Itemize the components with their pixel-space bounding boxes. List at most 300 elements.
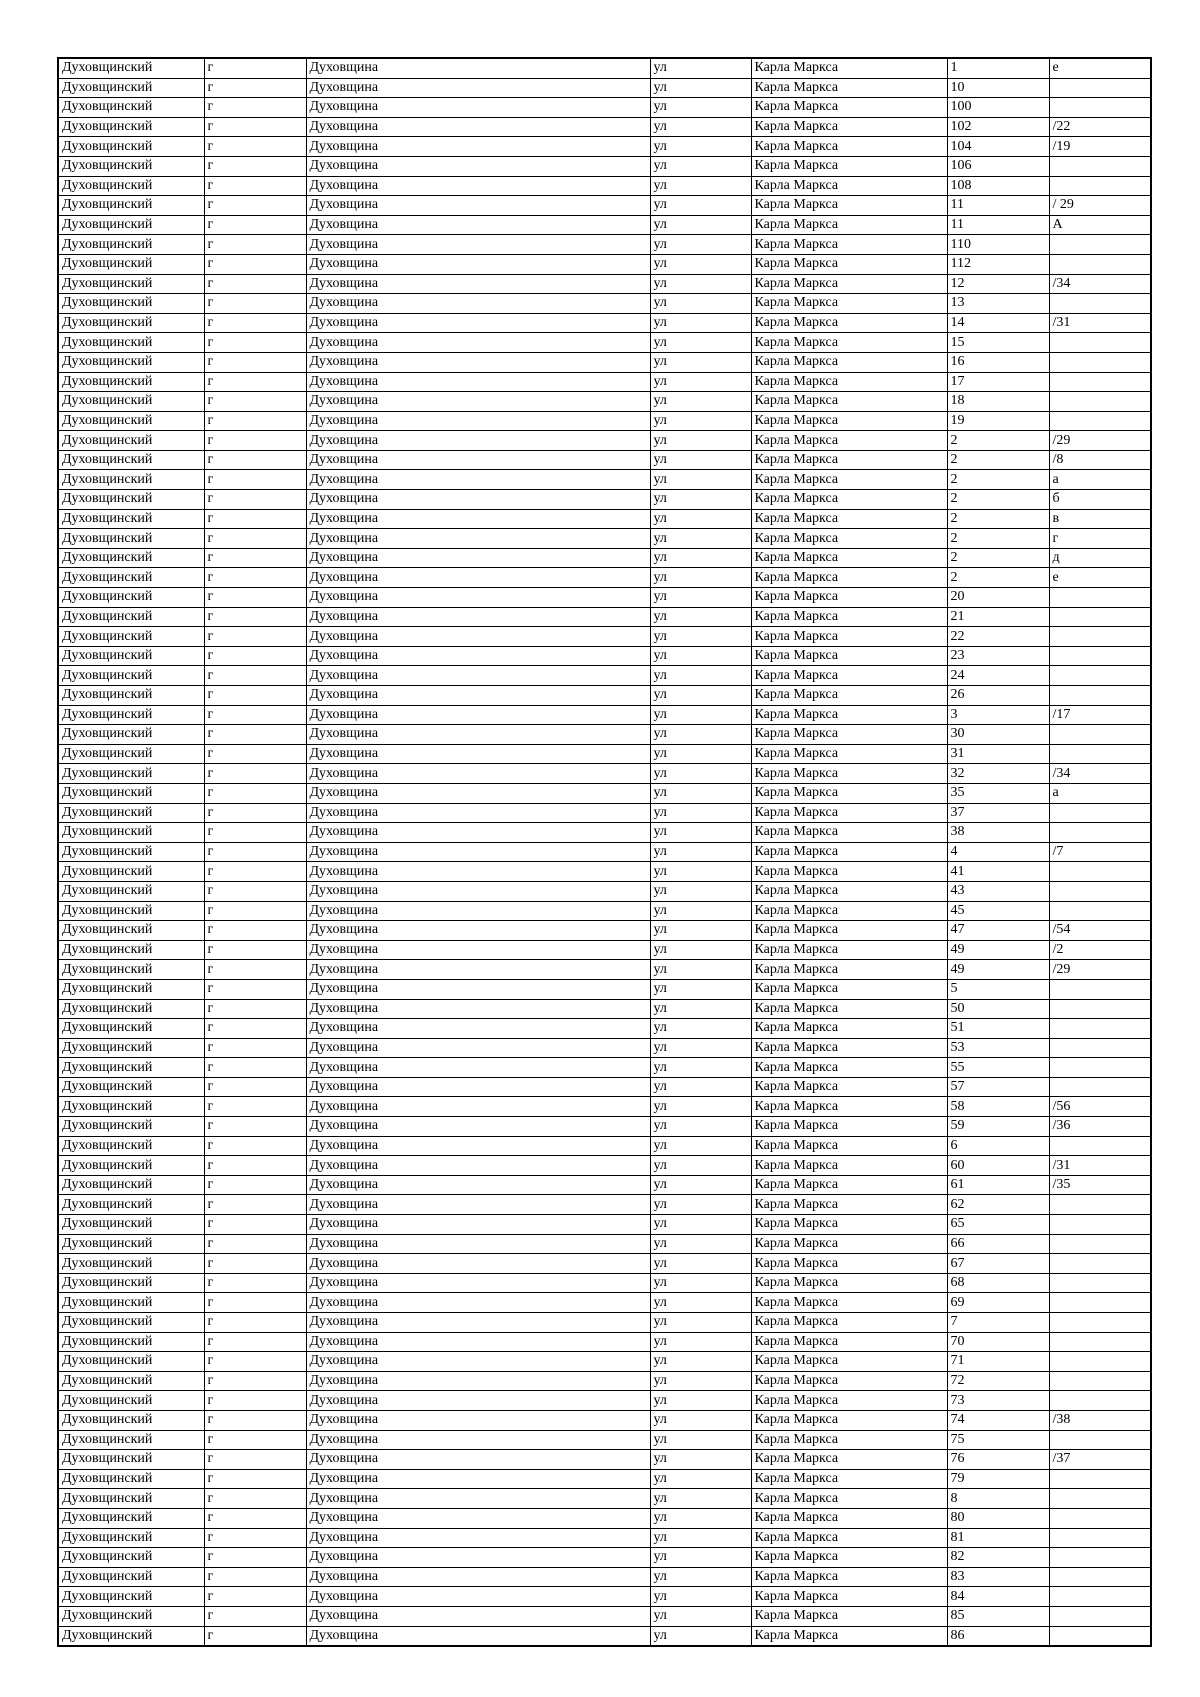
table-row: [58, 411, 1151, 431]
district-cell: Духовщинский: [58, 881, 204, 901]
street-cell: Карла Маркса: [751, 1313, 947, 1333]
district-cell: Духовщинский: [58, 607, 204, 627]
house-number-cell: 43: [947, 881, 1049, 901]
settlement-type-cell: г: [204, 725, 306, 745]
settlement-type-cell: г: [204, 940, 306, 960]
house-suffix-cell: [1049, 333, 1151, 353]
district-cell: Духовщинский: [58, 1626, 204, 1646]
house-suffix-cell: [1049, 1528, 1151, 1548]
district-cell: Духовщинский: [58, 901, 204, 921]
district-cell: Духовщинский: [58, 940, 204, 960]
settlement-type-cell: г: [204, 764, 306, 784]
street-cell: Карла Маркса: [751, 666, 947, 686]
settlement-type-cell: г: [204, 392, 306, 412]
table-row: [58, 1175, 1151, 1195]
house-suffix-cell: [1049, 686, 1151, 706]
district-cell: Духовщинский: [58, 823, 204, 843]
street-cell: Карла Маркса: [751, 372, 947, 392]
settlement-type-cell: г: [204, 1077, 306, 1097]
house-suffix-cell: [1049, 881, 1151, 901]
table-row: [58, 1117, 1151, 1137]
settlement-cell: Духовщина: [306, 450, 650, 470]
settlement-type-cell: г: [204, 1567, 306, 1587]
settlement-cell: Духовщина: [306, 235, 650, 255]
street-cell: Карла Маркса: [751, 1175, 947, 1195]
house-suffix-cell: [1049, 1254, 1151, 1274]
street-cell: Карла Маркса: [751, 783, 947, 803]
street-type-cell: ул: [650, 1019, 751, 1039]
street-type-cell: ул: [650, 1273, 751, 1293]
district-cell: Духовщинский: [58, 1567, 204, 1587]
street-type-cell: ул: [650, 294, 751, 314]
settlement-cell: Духовщина: [306, 117, 650, 137]
settlement-type-cell: г: [204, 1528, 306, 1548]
street-type-cell: ул: [650, 725, 751, 745]
settlement-type-cell: г: [204, 1293, 306, 1313]
house-suffix-cell: е: [1049, 58, 1151, 78]
street-type-cell: ул: [650, 1136, 751, 1156]
table-row: [58, 627, 1151, 647]
house-suffix-cell: [1049, 823, 1151, 843]
table-body: [58, 58, 1151, 1646]
district-cell: Духовщинский: [58, 1391, 204, 1411]
street-cell: Карла Маркса: [751, 607, 947, 627]
street-type-cell: ул: [650, 78, 751, 98]
table-row: [58, 313, 1151, 333]
settlement-type-cell: г: [204, 196, 306, 216]
district-cell: Духовщинский: [58, 137, 204, 157]
house-number-cell: 70: [947, 1332, 1049, 1352]
street-type-cell: ул: [650, 1117, 751, 1137]
table-row: [58, 764, 1151, 784]
street-type-cell: ул: [650, 588, 751, 608]
street-type-cell: ул: [650, 313, 751, 333]
street-cell: Карла Маркса: [751, 1273, 947, 1293]
street-cell: Карла Маркса: [751, 176, 947, 196]
settlement-type-cell: г: [204, 1136, 306, 1156]
street-type-cell: ул: [650, 1332, 751, 1352]
settlement-cell: Духовщина: [306, 705, 650, 725]
street-type-cell: ул: [650, 1313, 751, 1333]
street-type-cell: ул: [650, 411, 751, 431]
street-type-cell: ул: [650, 979, 751, 999]
street-cell: Карла Маркса: [751, 274, 947, 294]
house-suffix-cell: /7: [1049, 842, 1151, 862]
street-type-cell: ул: [650, 1077, 751, 1097]
house-suffix-cell: [1049, 1626, 1151, 1646]
settlement-type-cell: г: [204, 490, 306, 510]
district-cell: Духовщинский: [58, 333, 204, 353]
district-cell: Духовщинский: [58, 1528, 204, 1548]
settlement-type-cell: г: [204, 588, 306, 608]
settlement-type-cell: г: [204, 960, 306, 980]
house-number-cell: 2: [947, 470, 1049, 490]
street-type-cell: ул: [650, 1234, 751, 1254]
settlement-type-cell: г: [204, 431, 306, 451]
street-type-cell: ул: [650, 1450, 751, 1470]
house-number-cell: 67: [947, 1254, 1049, 1274]
house-number-cell: 49: [947, 960, 1049, 980]
settlement-cell: Духовщина: [306, 1234, 650, 1254]
house-suffix-cell: /29: [1049, 431, 1151, 451]
street-type-cell: ул: [650, 1293, 751, 1313]
street-cell: Карла Маркса: [751, 1450, 947, 1470]
house-number-cell: 81: [947, 1528, 1049, 1548]
house-number-cell: 49: [947, 940, 1049, 960]
street-cell: Карла Маркса: [751, 1215, 947, 1235]
street-cell: Карла Маркса: [751, 294, 947, 314]
street-type-cell: ул: [650, 960, 751, 980]
street-cell: Карла Маркса: [751, 999, 947, 1019]
house-suffix-cell: [1049, 1136, 1151, 1156]
house-number-cell: 45: [947, 901, 1049, 921]
house-suffix-cell: [1049, 1567, 1151, 1587]
house-number-cell: 72: [947, 1371, 1049, 1391]
table-row: [58, 156, 1151, 176]
house-suffix-cell: [1049, 588, 1151, 608]
settlement-cell: Духовщина: [306, 1450, 650, 1470]
street-cell: Карла Маркса: [751, 78, 947, 98]
house-suffix-cell: / 29: [1049, 196, 1151, 216]
table-row: [58, 1332, 1151, 1352]
street-type-cell: ул: [650, 1195, 751, 1215]
house-number-cell: 102: [947, 117, 1049, 137]
house-suffix-cell: /35: [1049, 1175, 1151, 1195]
table-row: [58, 1606, 1151, 1626]
settlement-type-cell: г: [204, 862, 306, 882]
house-number-cell: 85: [947, 1606, 1049, 1626]
house-suffix-cell: [1049, 1019, 1151, 1039]
settlement-type-cell: г: [204, 1587, 306, 1607]
house-suffix-cell: /34: [1049, 764, 1151, 784]
district-cell: Духовщинский: [58, 921, 204, 941]
street-type-cell: ул: [650, 352, 751, 372]
street-type-cell: ул: [650, 215, 751, 235]
street-cell: Карла Маркса: [751, 431, 947, 451]
street-type-cell: ул: [650, 999, 751, 1019]
house-number-cell: 50: [947, 999, 1049, 1019]
street-cell: Карла Маркса: [751, 1136, 947, 1156]
house-number-cell: 75: [947, 1430, 1049, 1450]
settlement-cell: Духовщина: [306, 1175, 650, 1195]
street-cell: Карла Маркса: [751, 1391, 947, 1411]
settlement-cell: Духовщина: [306, 862, 650, 882]
house-number-cell: 112: [947, 254, 1049, 274]
street-cell: Карла Маркса: [751, 588, 947, 608]
house-number-cell: 20: [947, 588, 1049, 608]
street-type-cell: ул: [650, 1567, 751, 1587]
table-row: [58, 803, 1151, 823]
district-cell: Духовщинский: [58, 1038, 204, 1058]
district-cell: Духовщинский: [58, 509, 204, 529]
house-number-cell: 47: [947, 921, 1049, 941]
settlement-cell: Духовщина: [306, 823, 650, 843]
house-number-cell: 2: [947, 431, 1049, 451]
street-cell: Карла Маркса: [751, 1117, 947, 1137]
street-type-cell: ул: [650, 1430, 751, 1450]
district-cell: Духовщинский: [58, 1254, 204, 1274]
street-cell: Карла Маркса: [751, 509, 947, 529]
settlement-cell: Духовщина: [306, 137, 650, 157]
settlement-type-cell: г: [204, 1626, 306, 1646]
settlement-type-cell: г: [204, 842, 306, 862]
house-number-cell: 38: [947, 823, 1049, 843]
table-row: [58, 783, 1151, 803]
table-row: [58, 352, 1151, 372]
house-number-cell: 57: [947, 1077, 1049, 1097]
table-row: [58, 490, 1151, 510]
settlement-type-cell: г: [204, 1234, 306, 1254]
street-type-cell: ул: [650, 901, 751, 921]
street-type-cell: ул: [650, 372, 751, 392]
settlement-cell: Духовщина: [306, 979, 650, 999]
house-number-cell: 58: [947, 1097, 1049, 1117]
house-suffix-cell: [1049, 1273, 1151, 1293]
settlement-type-cell: г: [204, 1273, 306, 1293]
street-cell: Карла Маркса: [751, 333, 947, 353]
settlement-cell: Духовщина: [306, 842, 650, 862]
house-number-cell: 104: [947, 137, 1049, 157]
street-cell: Карла Маркса: [751, 411, 947, 431]
street-cell: Карла Маркса: [751, 1626, 947, 1646]
table-row: [58, 862, 1151, 882]
street-type-cell: ул: [650, 58, 751, 78]
settlement-cell: Духовщина: [306, 98, 650, 118]
settlement-type-cell: г: [204, 274, 306, 294]
settlement-type-cell: г: [204, 1410, 306, 1430]
district-cell: Духовщинский: [58, 1195, 204, 1215]
street-type-cell: ул: [650, 1548, 751, 1568]
house-number-cell: 23: [947, 646, 1049, 666]
street-type-cell: ул: [650, 1156, 751, 1176]
table-row: [58, 1391, 1151, 1411]
street-cell: Карла Маркса: [751, 1606, 947, 1626]
house-suffix-cell: /8: [1049, 450, 1151, 470]
table-row: [58, 568, 1151, 588]
district-cell: Духовщинский: [58, 1489, 204, 1509]
house-suffix-cell: [1049, 725, 1151, 745]
street-cell: Карла Маркса: [751, 1528, 947, 1548]
house-suffix-cell: [1049, 294, 1151, 314]
house-suffix-cell: [1049, 744, 1151, 764]
house-suffix-cell: /37: [1049, 1450, 1151, 1470]
district-cell: Духовщинский: [58, 58, 204, 78]
house-suffix-cell: /29: [1049, 960, 1151, 980]
house-number-cell: 83: [947, 1567, 1049, 1587]
street-type-cell: ул: [650, 744, 751, 764]
house-number-cell: 2: [947, 548, 1049, 568]
settlement-type-cell: г: [204, 1313, 306, 1333]
settlement-type-cell: г: [204, 1195, 306, 1215]
house-suffix-cell: [1049, 254, 1151, 274]
district-cell: Духовщинский: [58, 862, 204, 882]
street-type-cell: ул: [650, 1489, 751, 1509]
settlement-type-cell: г: [204, 1430, 306, 1450]
table-row: [58, 137, 1151, 157]
table-row: [58, 450, 1151, 470]
settlement-cell: Духовщина: [306, 215, 650, 235]
street-cell: Карла Маркса: [751, 98, 947, 118]
district-cell: Духовщинский: [58, 156, 204, 176]
house-number-cell: 14: [947, 313, 1049, 333]
house-suffix-cell: [1049, 1548, 1151, 1568]
settlement-type-cell: г: [204, 98, 306, 118]
table-row: [58, 1234, 1151, 1254]
house-number-cell: 59: [947, 1117, 1049, 1137]
settlement-cell: Духовщина: [306, 548, 650, 568]
street-cell: Карла Маркса: [751, 1195, 947, 1215]
table-row: [58, 1508, 1151, 1528]
district-cell: Духовщинский: [58, 1156, 204, 1176]
street-type-cell: ул: [650, 1352, 751, 1372]
table-row: [58, 842, 1151, 862]
house-number-cell: 82: [947, 1548, 1049, 1568]
settlement-cell: Духовщина: [306, 1391, 650, 1411]
street-cell: Карла Маркса: [751, 215, 947, 235]
district-cell: Духовщинский: [58, 411, 204, 431]
street-cell: Карла Маркса: [751, 235, 947, 255]
district-cell: Духовщинский: [58, 764, 204, 784]
district-cell: Духовщинский: [58, 392, 204, 412]
house-number-cell: 110: [947, 235, 1049, 255]
street-type-cell: ул: [650, 1391, 751, 1411]
street-type-cell: ул: [650, 705, 751, 725]
house-suffix-cell: [1049, 98, 1151, 118]
table-row: [58, 392, 1151, 412]
house-suffix-cell: [1049, 999, 1151, 1019]
house-number-cell: 18: [947, 392, 1049, 412]
settlement-cell: Духовщина: [306, 803, 650, 823]
settlement-cell: Духовщина: [306, 1489, 650, 1509]
street-cell: Карла Маркса: [751, 1410, 947, 1430]
street-type-cell: ул: [650, 235, 751, 255]
settlement-cell: Духовщина: [306, 1019, 650, 1039]
house-suffix-cell: а: [1049, 470, 1151, 490]
settlement-cell: Духовщина: [306, 1058, 650, 1078]
district-cell: Духовщинский: [58, 431, 204, 451]
house-number-cell: 60: [947, 1156, 1049, 1176]
house-suffix-cell: [1049, 666, 1151, 686]
settlement-cell: Духовщина: [306, 1117, 650, 1137]
table-row: [58, 999, 1151, 1019]
house-suffix-cell: [1049, 1430, 1151, 1450]
settlement-type-cell: г: [204, 529, 306, 549]
street-type-cell: ул: [650, 156, 751, 176]
house-suffix-cell: [1049, 1313, 1151, 1333]
street-type-cell: ул: [650, 509, 751, 529]
district-cell: Духовщинский: [58, 646, 204, 666]
street-type-cell: ул: [650, 627, 751, 647]
settlement-cell: Духовщина: [306, 1508, 650, 1528]
street-cell: Карла Маркса: [751, 1254, 947, 1274]
settlement-cell: Духовщина: [306, 1038, 650, 1058]
settlement-cell: Духовщина: [306, 921, 650, 941]
street-type-cell: ул: [650, 881, 751, 901]
table-row: [58, 333, 1151, 353]
house-number-cell: 4: [947, 842, 1049, 862]
table-row: [58, 1410, 1151, 1430]
street-type-cell: ул: [650, 490, 751, 510]
house-number-cell: 73: [947, 1391, 1049, 1411]
street-cell: Карла Маркса: [751, 313, 947, 333]
settlement-type-cell: г: [204, 1489, 306, 1509]
house-number-cell: 53: [947, 1038, 1049, 1058]
settlement-type-cell: г: [204, 509, 306, 529]
house-number-cell: 2: [947, 529, 1049, 549]
district-cell: Духовщинский: [58, 117, 204, 137]
settlement-cell: Духовщина: [306, 764, 650, 784]
settlement-cell: Духовщина: [306, 1097, 650, 1117]
settlement-cell: Духовщина: [306, 490, 650, 510]
settlement-cell: Духовщина: [306, 725, 650, 745]
house-suffix-cell: [1049, 1587, 1151, 1607]
settlement-type-cell: г: [204, 646, 306, 666]
house-number-cell: 11: [947, 196, 1049, 216]
house-suffix-cell: [1049, 1469, 1151, 1489]
house-suffix-cell: /54: [1049, 921, 1151, 941]
district-cell: Духовщинский: [58, 1097, 204, 1117]
settlement-cell: Духовщина: [306, 509, 650, 529]
district-cell: Духовщинский: [58, 235, 204, 255]
district-cell: Духовщинский: [58, 568, 204, 588]
district-cell: Духовщинский: [58, 176, 204, 196]
house-number-cell: 100: [947, 98, 1049, 118]
street-cell: Карла Маркса: [751, 58, 947, 78]
house-suffix-cell: [1049, 1234, 1151, 1254]
house-number-cell: 76: [947, 1450, 1049, 1470]
settlement-type-cell: г: [204, 372, 306, 392]
street-type-cell: ул: [650, 1626, 751, 1646]
table-row: [58, 1019, 1151, 1039]
street-type-cell: ул: [650, 254, 751, 274]
house-number-cell: 61: [947, 1175, 1049, 1195]
street-type-cell: ул: [650, 862, 751, 882]
settlement-cell: Духовщина: [306, 1469, 650, 1489]
street-type-cell: ул: [650, 686, 751, 706]
street-type-cell: ул: [650, 1097, 751, 1117]
table-row: [58, 901, 1151, 921]
street-cell: Карла Маркса: [751, 842, 947, 862]
street-type-cell: ул: [650, 548, 751, 568]
district-cell: Духовщинский: [58, 254, 204, 274]
table-row: [58, 117, 1151, 137]
street-cell: Карла Маркса: [751, 1508, 947, 1528]
settlement-type-cell: г: [204, 450, 306, 470]
street-cell: Карла Маркса: [751, 646, 947, 666]
settlement-type-cell: г: [204, 215, 306, 235]
settlement-type-cell: г: [204, 607, 306, 627]
house-suffix-cell: [1049, 372, 1151, 392]
house-suffix-cell: г: [1049, 529, 1151, 549]
street-cell: Карла Маркса: [751, 1156, 947, 1176]
district-cell: Духовщинский: [58, 1234, 204, 1254]
settlement-cell: Духовщина: [306, 1548, 650, 1568]
table-row: [58, 1215, 1151, 1235]
district-cell: Духовщинский: [58, 1430, 204, 1450]
house-number-cell: 74: [947, 1410, 1049, 1430]
settlement-cell: Духовщина: [306, 1136, 650, 1156]
street-cell: Карла Маркса: [751, 1587, 947, 1607]
settlement-cell: Духовщина: [306, 470, 650, 490]
house-number-cell: 80: [947, 1508, 1049, 1528]
table-row: [58, 1626, 1151, 1646]
settlement-type-cell: г: [204, 744, 306, 764]
house-number-cell: 17: [947, 372, 1049, 392]
street-cell: Карла Маркса: [751, 352, 947, 372]
settlement-type-cell: г: [204, 783, 306, 803]
table-row: [58, 588, 1151, 608]
district-cell: Духовщинский: [58, 1058, 204, 1078]
